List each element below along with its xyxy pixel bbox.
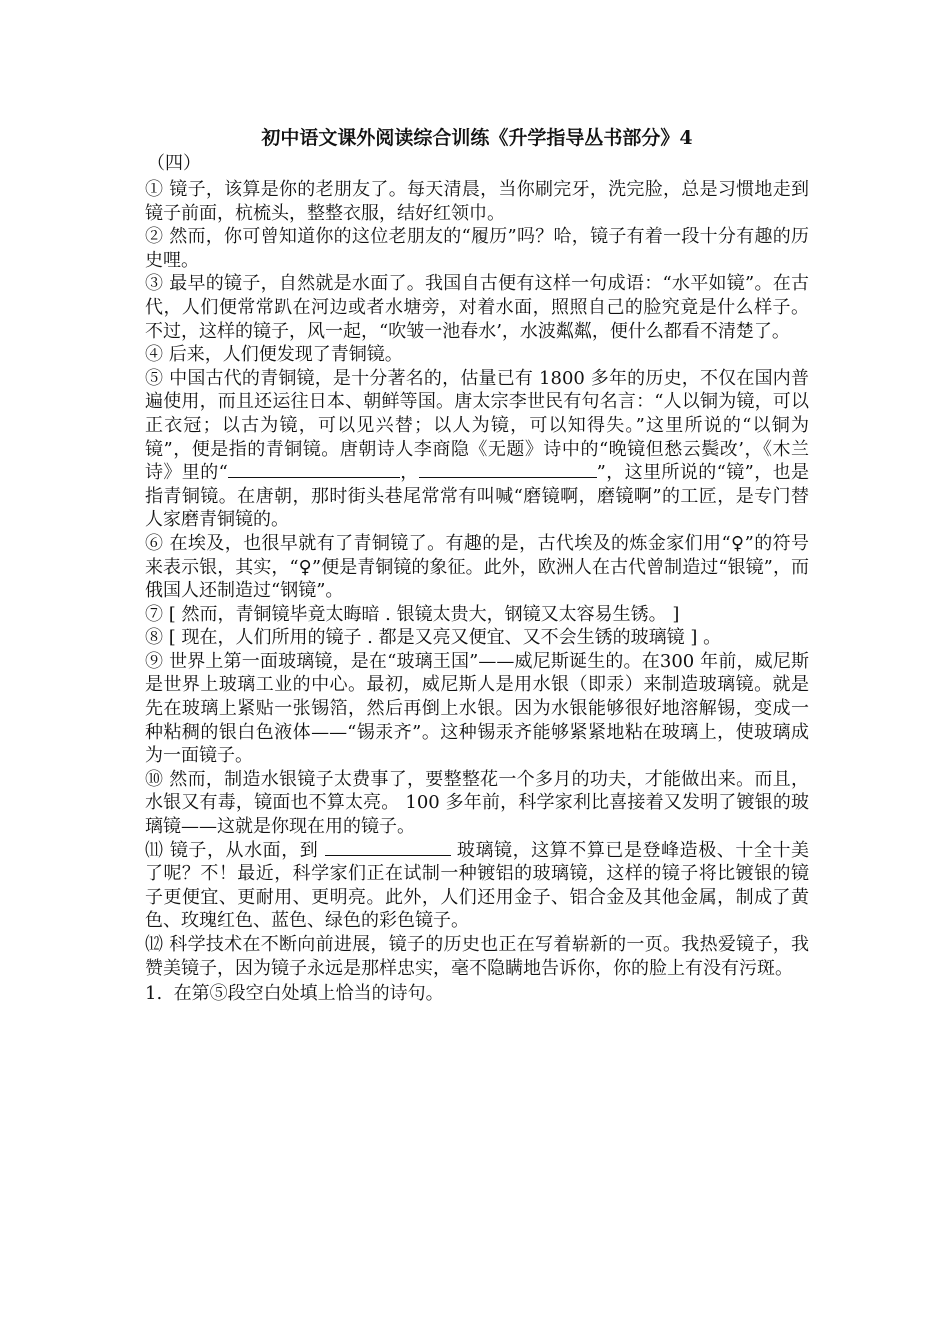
paragraph-1: ① 镜子，该算是你的老朋友了。每天清晨，当你刷完牙，洗完脸，总是习惯地走到镜子前面，杭梳头，整整衣服，结好红领巾。 [145,179,809,224]
poem-blank-2[interactable] [419,461,597,478]
paragraph-3: ③ 最早的镜子，自然就是水面了。我国自古便有这样一句成语：“水平如镜”。在古代，人们便常常趴在河边或者水塘旁，对着水面，照照自己的脸究竟是什么样子。不过，这样的镜子，风一起，“吹皱一池春水’，水波粼粼，便什么都看不清楚了。 [145,273,809,342]
document-page [145,124,809,1006]
paragraph-8: ⑧ [ 现在，人们所用的镜子 . 都是又亮又便宜、又不会生锈的玻璃镜 ] 。 [145,627,722,649]
paragraph-5-part-2: ”，这里所说的“镜”，也是指青铜镜。在唐朝，那时街头巷尾常常有叫喊“磨镜啊，磨镜啊”的工匠，是专门替人家磨青铜镜的。 [145,462,810,531]
paragraph-6: ⑥ 在埃及，也很早就有了青铜镜了。有趣的是，古代埃及的炼金家们用“♀”的符号来表示银，其实，“♀”便是青铜镜的象征。此外，欧洲人在古代曾制造过“银镜”，而俄国人还制造过“钢镜”。 [145,532,809,602]
paragraph-5-part-1: ⑤ 中国古代的青铜镜，是十分著名的，估量已有 1800 多年的历史，不仅在国内普遍使用，而且还运往日本、朝鲜等国。唐太宗李世民有句名言：“人以铜为镜，可以正衣冠；以古为镜，可以见兴替；以人为镜，可以知得失。”这里所说的“以铜为镜”，便是指的青铜镜。唐朝诗人李商隐《无题》诗中的“晚镜但愁云鬓改’，《木兰诗》里的“ [145,367,809,484]
blank-separator: ， [399,462,419,484]
paragraph-11-part-1: ⑾ 镜子，从水面，到 [145,839,319,861]
paragraph-10: ⑩ 然而，制造水银镜子太费事了，要整整花一个多月的功夫，才能做出来。而且，水银又有毒，镜面也不算太亮。 100 多年前，科学家利比喜接着又发明了镀银的玻璃镜——这就是你现在用的镜子。 [145,768,809,838]
poem-blank-1[interactable] [228,461,400,478]
paragraph-12: ⑿ 科学技术在不断向前进展，镜子的历史也正在写着崭新的一页。我热爱镜子，我赞美镜子，因为镜子永远是那样忠实，毫不隐瞒地告诉你，你的脸上有没有污斑。 [145,934,809,979]
paragraph-11 [145,839,809,933]
section-number: （四） [147,153,201,174]
paragraph-9: ⑨ 世界上第一面玻璃镜，是在“玻璃王国”——威尼斯诞生的。在300 年前，威尼斯是世界上玻璃工业的中心。最初，威尼斯人是用水银（即汞）来制造玻璃镜。就是先在玻璃上紧贴一张锡箔，然后再倒上水银。因为水银能够很好地溶解锡，变成一种粘稠的银白色液体——“锡汞齐”。这种锡汞齐能够紧紧地粘在玻璃上，使玻璃成为一面镜子。 [145,650,809,767]
fill-blank-11[interactable] [325,839,451,856]
paragraph-7: ⑦ [ 然而，青铜镜毕竟太晦暗 . 银镜太贵大，钢镜又太容易生锈。 ] [145,603,680,625]
question-1: 1. 在第⑤段空白处填上恰当的诗句。 [145,983,444,1005]
paragraph-5 [145,367,809,532]
paragraph-2: ② 然而，你可曾知道你的这位老朋友的“履历”吗？哈，镜子有着一段十分有趣的历史哩。 [145,226,809,271]
document-title: 初中语文课外阅读综合训练《升学指导丛书部分》4 [261,127,693,149]
paragraph-4: ④ 后来，人们便发现了青铜镜。 [145,344,403,366]
paragraph-11-part-2: 玻璃镜，这算不算已是登峰造极、十全十美了呢？不！最近，科学家们正在试制一种镀铝的玻璃镜，这样的镜子将比镀银的镜子更便宜、更耐用、更明亮。此外，人们还用金子、铝合金及其他金属，制成了黄色、玫瑰红色、蓝色、绿色的彩色镜子。 [145,839,809,932]
